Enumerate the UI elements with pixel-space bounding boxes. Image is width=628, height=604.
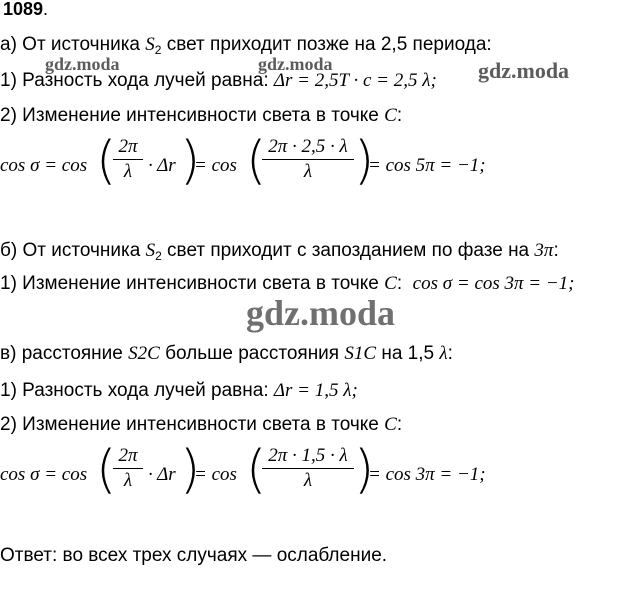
eq-c-frac1-tail: · Δr [148, 464, 176, 485]
eq-c-paren-close-2: ) [354, 440, 375, 500]
answer: Ответ: во всех трех случаях — ослабление. [0, 545, 388, 566]
eq-a-fraction-1: 2π λ [113, 136, 143, 183]
eq-c-paren-open-2: ( [246, 440, 267, 500]
part-a-line3: 2) Изменение интенсивности света в точке C: [0, 105, 403, 126]
eq-c-fraction-2: 2π · 1,5 · λ λ [262, 445, 354, 492]
part-c-line3: 2) Изменение интенсивности света в точке C: [0, 414, 403, 435]
eq-a-paren-open-1: ( [96, 131, 117, 191]
eq-c-mid: = cos [194, 464, 237, 485]
eq-a-frac1-tail: · Δr [148, 155, 176, 176]
eq-a-right: = cos 5π = −1; [368, 155, 486, 176]
eq-c-right: = cos 3π = −1; [368, 464, 486, 485]
part-a-line2: 1) Разность хода лучей равна: Δr = 2,5T · c = 2,5 λ; [0, 70, 437, 91]
watermark: gdz.moda [45, 54, 120, 74]
part-c-line2: 1) Разность хода лучей равна: Δr = 1,5 λ; [0, 380, 358, 401]
watermark: gdz.moda [258, 54, 333, 74]
eq-a-paren-open-2: ( [246, 131, 267, 191]
watermark: gdz.moda [246, 293, 396, 333]
eq-c-left: cos σ = cos [0, 464, 88, 485]
part-b-line1: б) От источника $S_2$ свет приходит с запозданием по фазе на 3π: [0, 240, 559, 263]
eq-a-paren-close-2: ) [354, 131, 375, 191]
eq-a-fraction-2: 2π · 2,5 · λ λ [262, 136, 354, 183]
watermark: gdz.moda [478, 58, 570, 83]
part-a-line1: а) От источника $S_2$ свет приходит позже на 2,5 периода: [0, 34, 492, 57]
part-c-line1: в) расстояние S2C больше расстояния S1C на 1,5 λ: [0, 343, 453, 364]
eq-a-left: cos σ = cos [0, 155, 88, 176]
eq-c-paren-close-1: ) [180, 440, 201, 500]
eq-a-paren-close-1: ) [180, 131, 201, 191]
part-b-line2: 1) Изменение интенсивности света в точке C: cos σ = cos 3π = −1; [0, 273, 575, 294]
eq-c-fraction-1: 2π λ [113, 445, 143, 492]
problem-number: 1089. [3, 0, 49, 19]
eq-a-mid: = cos [194, 155, 237, 176]
eq-c-paren-open-1: ( [96, 440, 117, 500]
